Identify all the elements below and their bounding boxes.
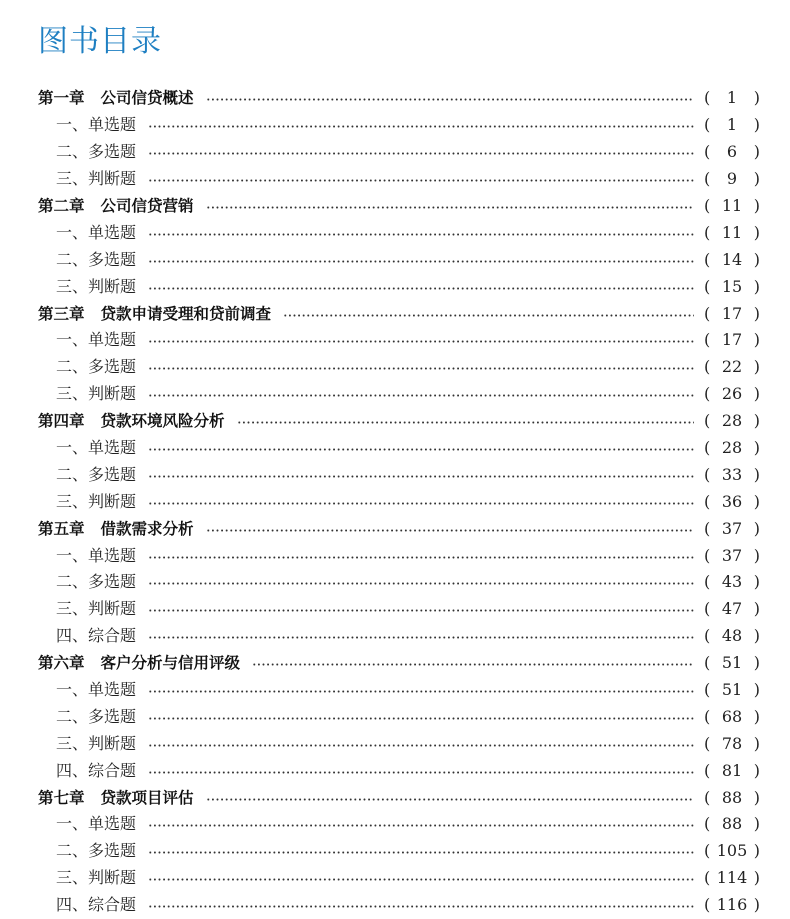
left-paren: ( <box>704 464 711 484</box>
left-paren: ( <box>704 88 711 108</box>
toc-section-entry[interactable] <box>0 623 790 650</box>
page-number <box>704 330 760 350</box>
page-number <box>704 546 760 566</box>
chapter-label <box>0 88 206 108</box>
page-title: 图书目录 <box>38 24 162 59</box>
dot-leader <box>148 233 694 236</box>
toc-section-entry[interactable] <box>0 112 790 139</box>
page-number-value: 28 <box>721 411 743 431</box>
right-paren: ) <box>753 653 760 673</box>
left-paren: ( <box>704 626 711 646</box>
section-label: 三、判断题 <box>56 599 137 619</box>
page-number <box>704 626 760 646</box>
dot-leader <box>148 744 694 747</box>
left-paren: ( <box>704 787 711 807</box>
right-paren: ) <box>753 249 760 269</box>
section-label: 二、多选题 <box>56 357 137 377</box>
chapter-number: 第三章 <box>38 304 85 323</box>
page-number <box>704 653 760 673</box>
left-paren: ( <box>704 384 711 404</box>
dot-leader <box>148 448 694 451</box>
toc-section-entry[interactable] <box>0 542 790 569</box>
right-paren: ) <box>753 222 760 242</box>
section-label: 二、多选题 <box>56 706 137 726</box>
page-number <box>704 868 760 888</box>
page-number-value: 22 <box>721 357 743 377</box>
page-number-value: 116 <box>716 895 748 915</box>
page-number <box>704 841 760 861</box>
dot-leader <box>237 421 694 424</box>
section-label: 一、单选题 <box>56 814 137 834</box>
dot-leader <box>148 717 694 720</box>
left-paren: ( <box>704 115 711 135</box>
section-label: 一、单选题 <box>56 115 137 135</box>
dot-leader <box>148 367 694 370</box>
right-paren: ) <box>753 841 760 861</box>
right-paren: ) <box>753 760 760 780</box>
left-paren: ( <box>704 841 711 861</box>
toc-section-entry[interactable] <box>0 677 790 704</box>
right-paren: ) <box>753 303 760 323</box>
page-number-value: 15 <box>721 276 743 296</box>
section-label: 二、多选题 <box>56 142 137 162</box>
table-of-contents <box>0 85 790 919</box>
chapter-title: 公司信贷营销 <box>100 197 194 215</box>
dot-leader <box>148 260 694 263</box>
left-paren: ( <box>704 169 711 189</box>
chapter-title: 客户分析与信用评级 <box>100 654 241 673</box>
dot-leader <box>148 878 694 881</box>
section-label: 二、多选题 <box>56 249 137 269</box>
page-number-value: 51 <box>721 680 743 700</box>
left-paren: ( <box>704 572 711 592</box>
page-number <box>704 277 760 297</box>
chapter-label <box>0 196 206 216</box>
right-paren: ) <box>753 464 760 484</box>
page-number-value: 37 <box>721 518 743 538</box>
page-number <box>704 814 760 834</box>
chapter-number: 第二章 <box>38 197 85 215</box>
dot-leader <box>252 663 694 666</box>
dot-leader <box>148 152 694 155</box>
right-paren: ) <box>753 787 760 807</box>
page-number-value: 26 <box>721 384 743 404</box>
chapter-number: 第七章 <box>38 788 85 807</box>
toc-section-entry[interactable] <box>0 327 790 354</box>
page-number <box>704 411 760 431</box>
toc-chapter-entry[interactable] <box>0 85 790 112</box>
right-paren: ) <box>753 384 760 404</box>
page-number <box>704 734 760 754</box>
dot-leader <box>148 287 694 290</box>
right-paren: ) <box>753 706 760 726</box>
dot-leader <box>148 851 694 854</box>
left-paren: ( <box>704 814 711 834</box>
right-paren: ) <box>753 895 760 915</box>
chapter-title: 借款需求分析 <box>100 519 194 538</box>
page-number-value: 17 <box>721 330 743 350</box>
section-label: 二、多选题 <box>56 841 137 861</box>
section-label: 二、多选题 <box>56 572 137 592</box>
right-paren: ) <box>753 733 760 753</box>
right-paren: ) <box>753 680 760 700</box>
left-paren: ( <box>704 276 711 296</box>
chapter-title: 贷款环境风险分析 <box>100 412 225 431</box>
toc-section-entry[interactable] <box>0 273 790 300</box>
dot-leader <box>148 340 694 343</box>
dot-leader <box>148 690 694 693</box>
page-number-value: 114 <box>716 868 748 888</box>
page-number-value: 14 <box>721 249 743 269</box>
right-paren: ) <box>753 599 760 619</box>
page-number <box>704 384 760 404</box>
section-label: 一、单选题 <box>56 222 137 242</box>
toc-section-entry[interactable] <box>0 730 790 757</box>
page-number <box>704 788 760 808</box>
page-number <box>704 357 760 377</box>
page-number-value: 88 <box>721 787 743 807</box>
section-label: 四、综合题 <box>56 760 137 780</box>
toc-section-entry[interactable] <box>0 596 790 623</box>
toc-chapter-entry[interactable] <box>0 784 790 811</box>
chapter-number: 第五章 <box>38 519 85 538</box>
chapter-number: 第六章 <box>38 654 85 673</box>
page-number <box>704 465 760 485</box>
toc-section-entry[interactable] <box>0 139 790 166</box>
dot-leader <box>148 475 694 478</box>
right-paren: ) <box>753 88 760 108</box>
dot-leader <box>148 582 694 585</box>
toc-section-entry[interactable] <box>0 435 790 462</box>
section-label: 一、单选题 <box>56 438 137 458</box>
chapter-label <box>0 519 206 539</box>
left-paren: ( <box>704 653 711 673</box>
dot-leader <box>148 636 694 639</box>
right-paren: ) <box>753 169 760 189</box>
page-number <box>704 169 760 189</box>
right-paren: ) <box>753 411 760 431</box>
section-label: 三、判断题 <box>56 491 137 511</box>
toc-section-entry[interactable] <box>0 166 790 193</box>
dot-leader <box>206 798 694 801</box>
toc-chapter-entry[interactable] <box>0 650 790 677</box>
toc-section-entry[interactable] <box>0 461 790 488</box>
toc-section-entry[interactable] <box>0 569 790 596</box>
section-label: 二、多选题 <box>56 464 137 484</box>
chapter-number: 第一章 <box>38 89 85 108</box>
toc-section-entry[interactable] <box>0 865 790 892</box>
page-number-value: 1 <box>726 115 738 135</box>
page-number <box>704 519 760 539</box>
toc-section-entry[interactable] <box>0 381 790 408</box>
section-label: 三、判断题 <box>56 733 137 753</box>
dot-leader <box>148 125 694 128</box>
page-number <box>704 572 760 592</box>
page-number-value: 68 <box>721 706 743 726</box>
left-paren: ( <box>704 518 711 538</box>
right-paren: ) <box>753 357 760 377</box>
right-paren: ) <box>753 115 760 135</box>
page-number-value: 9 <box>726 169 738 189</box>
page-number <box>704 304 760 324</box>
left-paren: ( <box>704 303 711 323</box>
dot-leader <box>148 771 694 774</box>
right-paren: ) <box>753 572 760 592</box>
left-paren: ( <box>704 680 711 700</box>
dot-leader <box>148 609 694 612</box>
dot-leader <box>283 314 694 317</box>
dot-leader <box>148 179 694 182</box>
left-paren: ( <box>704 222 711 242</box>
left-paren: ( <box>704 142 711 162</box>
toc-section-entry[interactable] <box>0 354 790 381</box>
page-number-value: 51 <box>721 653 743 673</box>
right-paren: ) <box>753 868 760 888</box>
chapter-title: 公司信贷概述 <box>100 89 194 108</box>
right-paren: ) <box>753 438 760 458</box>
left-paren: ( <box>704 599 711 619</box>
section-label: 一、单选题 <box>56 330 137 350</box>
toc-chapter-entry[interactable] <box>0 515 790 542</box>
dot-leader <box>148 556 694 559</box>
page-number-value: 11 <box>721 222 743 242</box>
chapter-number: 第四章 <box>38 412 85 431</box>
toc-section-entry[interactable] <box>0 811 790 838</box>
page-number <box>704 599 760 619</box>
toc-section-entry[interactable] <box>0 246 790 273</box>
page-number <box>704 223 760 243</box>
right-paren: ) <box>753 626 760 646</box>
page-number-value: 17 <box>721 303 743 323</box>
page-number <box>704 492 760 512</box>
section-label: 一、单选题 <box>56 680 137 700</box>
chapter-label <box>0 788 206 808</box>
page-number-value: 81 <box>721 760 743 780</box>
page-number <box>704 250 760 270</box>
page-number-value: 78 <box>721 733 743 753</box>
page-number <box>704 895 760 915</box>
section-label: 三、判断题 <box>56 868 137 888</box>
page-number <box>704 680 760 700</box>
right-paren: ) <box>753 196 760 215</box>
right-paren: ) <box>753 330 760 350</box>
left-paren: ( <box>704 196 711 215</box>
page-number-value: 48 <box>721 626 743 646</box>
dot-leader <box>206 529 694 532</box>
chapter-label <box>0 653 252 673</box>
page-number-value: 28 <box>721 438 743 458</box>
dot-leader <box>148 394 694 397</box>
page-number-value: 1 <box>726 88 738 108</box>
left-paren: ( <box>704 249 711 269</box>
toc-section-entry[interactable] <box>0 757 790 784</box>
left-paren: ( <box>704 706 711 726</box>
page-number-value: 11 <box>721 196 743 215</box>
dot-leader <box>206 98 694 101</box>
page-number-value: 43 <box>721 572 743 592</box>
toc-section-entry[interactable] <box>0 838 790 865</box>
page-number <box>704 115 760 135</box>
page-number <box>704 88 760 108</box>
right-paren: ) <box>753 142 760 162</box>
page-number-value: 88 <box>721 814 743 834</box>
page-number <box>704 761 760 781</box>
left-paren: ( <box>704 895 711 915</box>
section-label: 三、判断题 <box>56 276 137 296</box>
toc-chapter-entry[interactable] <box>0 193 790 220</box>
chapter-label <box>0 411 237 431</box>
section-label: 四、综合题 <box>56 626 137 646</box>
dot-leader <box>148 905 694 908</box>
left-paren: ( <box>704 733 711 753</box>
left-paren: ( <box>704 357 711 377</box>
page-number <box>704 707 760 727</box>
toc-section-entry[interactable] <box>0 703 790 730</box>
chapter-label <box>0 304 283 324</box>
page-number <box>704 142 760 162</box>
dot-leader <box>148 502 694 505</box>
dot-leader <box>206 206 694 209</box>
chapter-title: 贷款项目评估 <box>100 788 194 807</box>
chapter-title: 贷款申请受理和贷前调查 <box>100 304 272 323</box>
section-label: 三、判断题 <box>56 384 137 404</box>
section-label: 一、单选题 <box>56 545 137 565</box>
page-number-value: 37 <box>721 545 743 565</box>
toc-section-entry[interactable] <box>0 892 790 919</box>
toc-section-entry[interactable] <box>0 219 790 246</box>
left-paren: ( <box>704 491 711 511</box>
right-paren: ) <box>753 814 760 834</box>
page-number <box>704 438 760 458</box>
left-paren: ( <box>704 330 711 350</box>
page-number <box>704 196 760 216</box>
section-label: 三、判断题 <box>56 169 137 189</box>
right-paren: ) <box>753 276 760 296</box>
left-paren: ( <box>704 868 711 888</box>
left-paren: ( <box>704 760 711 780</box>
page-number-value: 6 <box>726 142 738 162</box>
left-paren: ( <box>704 438 711 458</box>
left-paren: ( <box>704 545 711 565</box>
toc-section-entry[interactable] <box>0 488 790 515</box>
right-paren: ) <box>753 545 760 565</box>
page-number-value: 47 <box>721 599 743 619</box>
toc-chapter-entry[interactable] <box>0 300 790 327</box>
right-paren: ) <box>753 491 760 511</box>
dot-leader <box>148 824 694 827</box>
toc-chapter-entry[interactable] <box>0 408 790 435</box>
right-paren: ) <box>753 518 760 538</box>
page-number-value: 33 <box>721 464 743 484</box>
page-number-value: 105 <box>716 841 748 861</box>
left-paren: ( <box>704 411 711 431</box>
section-label: 四、综合题 <box>56 895 137 915</box>
page-number-value: 36 <box>721 491 743 511</box>
